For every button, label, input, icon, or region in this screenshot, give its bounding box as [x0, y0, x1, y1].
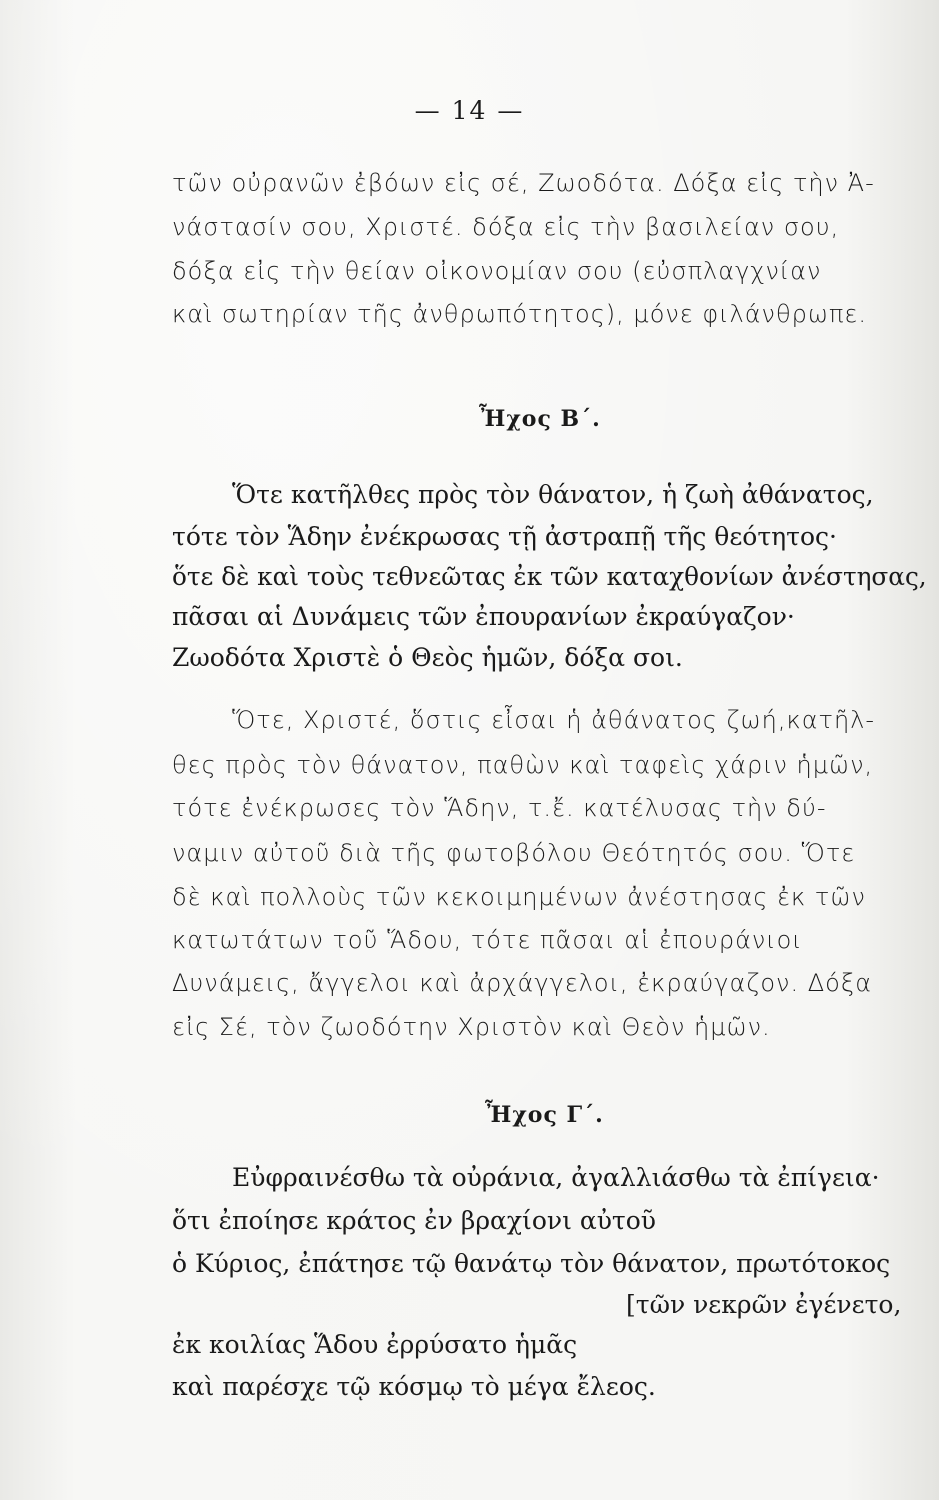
text-line: κατωτάτων τοῦ Ἅδου, τότε πᾶσαι αἱ ἐπουράνιοι [172, 926, 803, 954]
page-number: — 14 — [414, 96, 525, 125]
text-line: Ζωοδότα Χριστὲ ὁ Θεὸς ἡμῶν, δόξα σοι. [172, 643, 683, 672]
text-line: καὶ σωτηρίαν τῆς ἀνθρωπότητος), μόνε φιλάνθρωπε. [172, 300, 868, 328]
text-line: δὲ καὶ πολλοὺς τῶν κεκοιμημένων ἀνέστησας ἐκ τῶν [172, 883, 866, 911]
text-line: θες πρὸς τὸν θάνατον, παθὼν καὶ ταφεὶς χάριν ἡμῶν, [172, 751, 874, 779]
text-line: Εὐφραινέσθω τὰ οὐράνια, ἀγαλλιάσθω τὰ ἐπίγεια· [232, 1163, 880, 1192]
heading-tone-b: Ἦχος Β΄. [479, 406, 601, 432]
heading-tone-g: Ἦχος Γ΄. [485, 1102, 604, 1128]
text-line: νάστασίν σου, Χριστέ. δόξα εἰς τὴν βασιλείαν σου, [172, 213, 840, 241]
text-line: τότε ἐνέκρωσες τὸν Ἅδην, τ.ἔ. κατέλυσας τὴν δύ- [172, 794, 827, 822]
text-line: [τῶν νεκρῶν ἐγένετο, [626, 1290, 902, 1319]
text-line: ὅτε δὲ καὶ τοὺς τεθνεῶτας ἐκ τῶν καταχθονίων ἀνέστησας, [172, 562, 927, 591]
text-line: τῶν οὐρανῶν ἐβόων εἰς σέ, Ζωοδότα. Δόξα εἰς τὴν Ἀ- [172, 169, 875, 197]
text-line: ὅτι ἐποίησε κράτος ἐν βραχίονι αὐτοῦ [172, 1206, 657, 1235]
text-line: Δυνάμεις, ἄγγελοι καὶ ἀρχάγγελοι, ἐκραύγαζον. Δόξα [172, 969, 873, 997]
text-line: Ὅτε κατῆλθες πρὸς τὸν θάνατον, ἡ ζωὴ ἀθάνατος, [232, 480, 874, 509]
text-line: ἐκ κοιλίας Ἅδου ἐρρύσατο ἡμᾶς [172, 1330, 578, 1359]
text-line: καὶ παρέσχε τῷ κόσμῳ τὸ μέγα ἔλεος. [172, 1372, 656, 1401]
text-line: Ὅτε, Χριστέ, ὅστις εἶσαι ἡ ἀθάνατος ζωή,κατῆλ- [232, 706, 876, 734]
text-line: πᾶσαι αἱ Δυνάμεις τῶν ἐπουρανίων ἐκραύγαζον· [172, 602, 795, 631]
text-line: τότε τὸν Ἅδην ἐνέκρωσας τῇ ἀστραπῇ τῆς θεότητος· [172, 522, 837, 551]
text-line: εἰς Σέ, τὸν ζωοδότην Χριστὸν καὶ Θεὸν ἡμῶν. [172, 1013, 771, 1041]
text-line: ναμιν αὐτοῦ διὰ τῆς φωτοβόλου Θεότητός σου. Ὅτε [172, 839, 856, 867]
text-line: ὁ Κύριος, ἐπάτησε τῷ θανάτῳ τὸν θάνατον, πρωτότοκος [172, 1249, 891, 1278]
text-line: δόξα εἰς τὴν θείαν οἰκονομίαν σου (εὐσπλαγχνίαν [172, 257, 822, 285]
